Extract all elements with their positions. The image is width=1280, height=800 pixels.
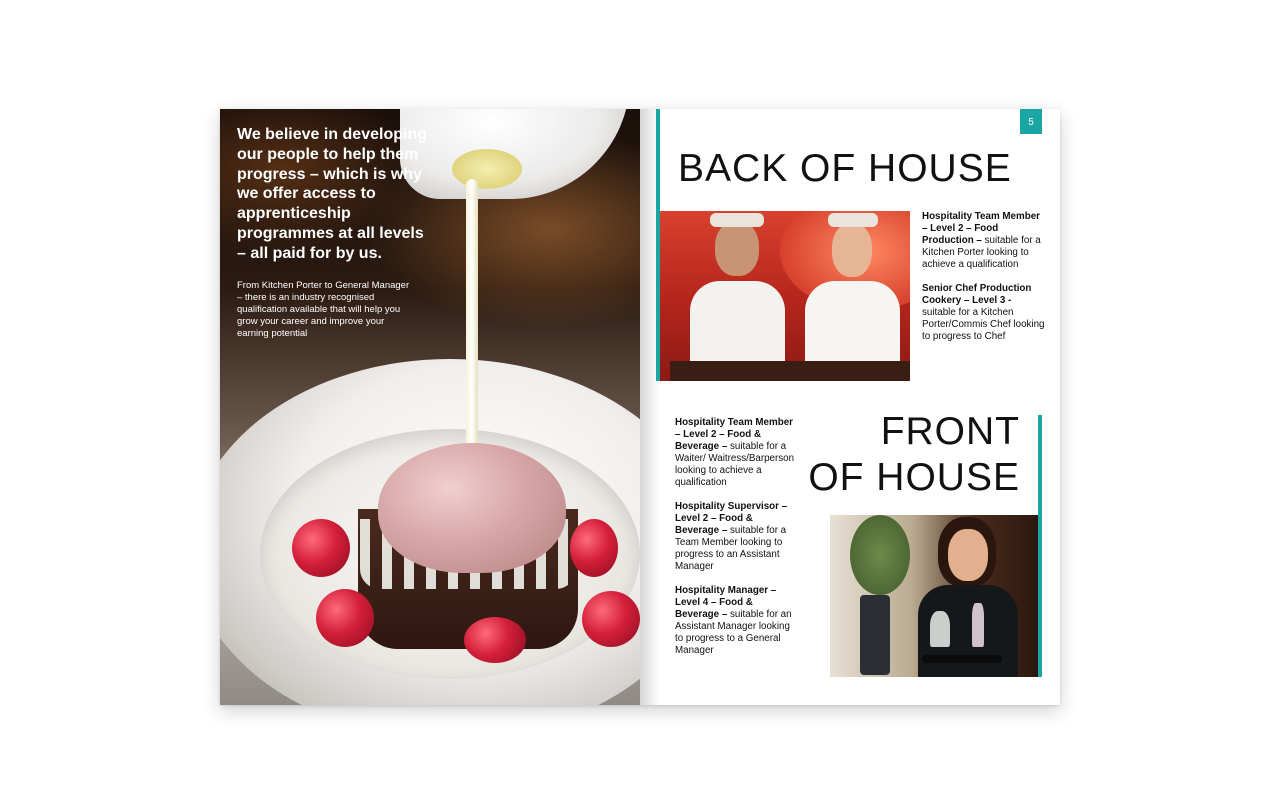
foh-item-title: Hospitality Supervisor – Level 2 – Food & Beverage –: [675, 501, 788, 536]
foh-item-title: Hospitality Manager – Level 4 – Food & Beverage –: [675, 585, 777, 620]
boh-item-title: Senior Chef Production Cookery – Level 3 -: [922, 283, 1032, 306]
chef-face-right: [832, 223, 872, 277]
jug-sauce: [452, 149, 522, 189]
back-of-house-list: [922, 211, 1046, 355]
boh-item: [922, 211, 1046, 271]
page-number: 5: [1020, 109, 1042, 134]
foh-title-line2: OF HOUSE: [808, 456, 1020, 499]
raspberry-icon: [570, 519, 618, 577]
raspberry-icon: [292, 519, 350, 577]
raspberry-icon: [316, 589, 374, 647]
foh-item: [675, 501, 797, 573]
plant-pot: [860, 595, 890, 675]
chef-face-left: [715, 221, 759, 276]
boh-item-desc: suitable for a Kitchen Porter/Commis Chef looking to progress to Chef: [922, 307, 1045, 342]
right-page: [640, 109, 1060, 705]
sauce-jug-image: [400, 109, 630, 199]
foh-item-desc: suitable for a Waiter/ Waitress/Barperson looking to achieve a qualification: [675, 441, 795, 488]
flute-glass: [972, 603, 984, 647]
wine-glass: [930, 611, 950, 647]
boh-item-desc: suitable for a Kitchen Porter looking to achieve a qualification: [922, 235, 1041, 270]
front-of-house-list: [675, 417, 797, 669]
chef-cap-left: [710, 213, 764, 227]
raspberry-icon: [582, 591, 640, 647]
foh-item: [675, 585, 797, 657]
foh-item-desc: suitable for a Team Member looking to progress to an Assistant Manager: [675, 525, 787, 572]
subtext: From Kitchen Porter to General Manager – there is an industry recognised qualification available that will help you grow your career and improve your earning potential: [237, 279, 410, 339]
foh-title-line1: FRONT: [880, 410, 1020, 453]
server-face: [948, 529, 988, 581]
foh-item: [675, 417, 797, 489]
server-photo: [830, 515, 1038, 677]
left-page: [220, 109, 640, 705]
chefs-photo: [660, 211, 910, 381]
raspberry-icon: [464, 617, 526, 663]
left-text-block: [237, 125, 427, 340]
accent-bar-bottom: [1038, 415, 1042, 677]
front-of-house-title: [790, 409, 1020, 501]
serving-tray: [922, 655, 1002, 663]
boh-item-title: Hospitality Team Member – Level 2 – Food Production –: [922, 211, 1040, 246]
pink-dome-dessert: [378, 443, 566, 573]
chef-cap-right: [828, 213, 878, 227]
headline: We believe in developing our people to help them progress – which is why we offer access to apprenticeship programmes at all levels – all paid for by us.: [237, 126, 427, 262]
sauce-stream: [466, 179, 478, 459]
counter: [670, 361, 910, 381]
foh-item-title: Hospitality Team Member – Level 2 – Food & Beverage –: [675, 417, 793, 452]
brochure-spread: [220, 109, 1060, 705]
foh-item-desc: suitable for an Assistant Manager looking to progress to a General Manager: [675, 609, 792, 656]
back-of-house-title: BACK OF HOUSE: [678, 147, 1012, 190]
boh-item: [922, 283, 1046, 343]
plant: [850, 515, 910, 595]
